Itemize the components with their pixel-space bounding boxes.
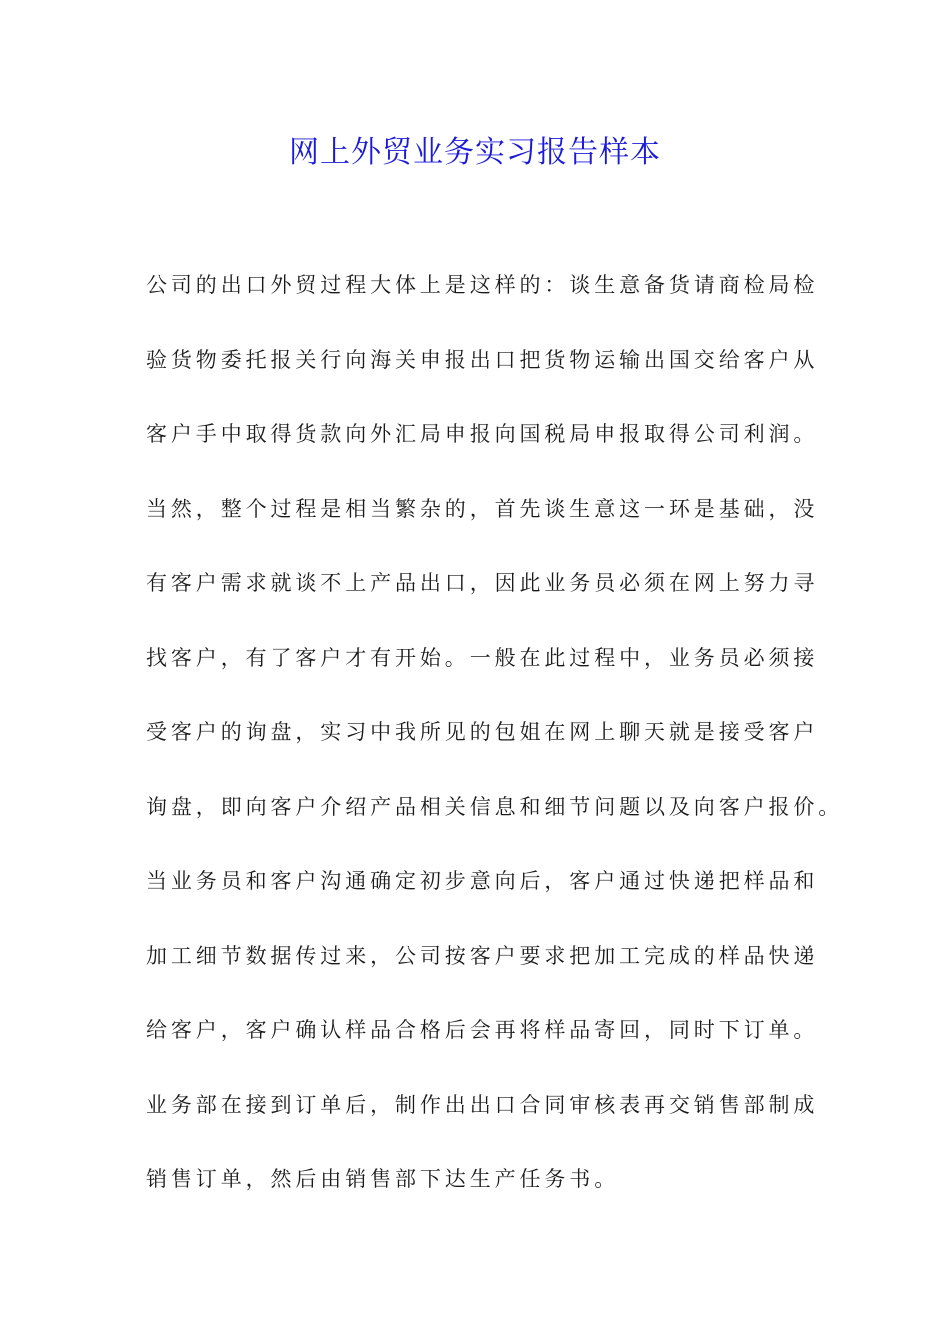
body-line: 公司的出口外贸过程大体上是这样的：谈生意备货请商检局检 [146, 273, 819, 297]
document-body [146, 263, 844, 1232]
body-line: 给客户，客户确认样品合格后会再将样品寄回，同时下订单。 [146, 1018, 819, 1042]
body-line: 当业务员和客户沟通确定初步意向后，客户通过快递把样品和 [146, 869, 819, 893]
body-line: 业务部在接到订单后，制作出出口合同审核表再交销售部制成 [146, 1092, 819, 1117]
body-line: 受客户的询盘，实习中我所见的包姐在网上聊天就是接受客户 [146, 720, 819, 744]
body-line: 询盘，即向客户介绍产品相关信息和细节问题以及向客户报价。 [146, 794, 844, 819]
body-line: 有客户需求就谈不上产品出口，因此业务员必须在网上努力寻 [146, 571, 819, 595]
body-line: 验货物委托报关行向海关申报出口把货物运输出国交给客户从 [146, 347, 819, 372]
body-line: 加工细节数据传过来，公司按客户要求把加工完成的样品快递 [146, 943, 819, 968]
body-line: 当然，整个过程是相当繁杂的，首先谈生意这一环是基础，没 [146, 496, 819, 521]
body-line: 找客户，有了客户才有开始。一般在此过程中，业务员必须接 [146, 645, 819, 670]
document-title: 网上外贸业务实习报告样本 [289, 135, 661, 170]
body-line: 客户手中取得货款向外汇局申报向国税局申报取得公司利润。 [146, 422, 819, 446]
body-line: 销售订单，然后由销售部下达生产任务书。 [146, 1167, 620, 1191]
